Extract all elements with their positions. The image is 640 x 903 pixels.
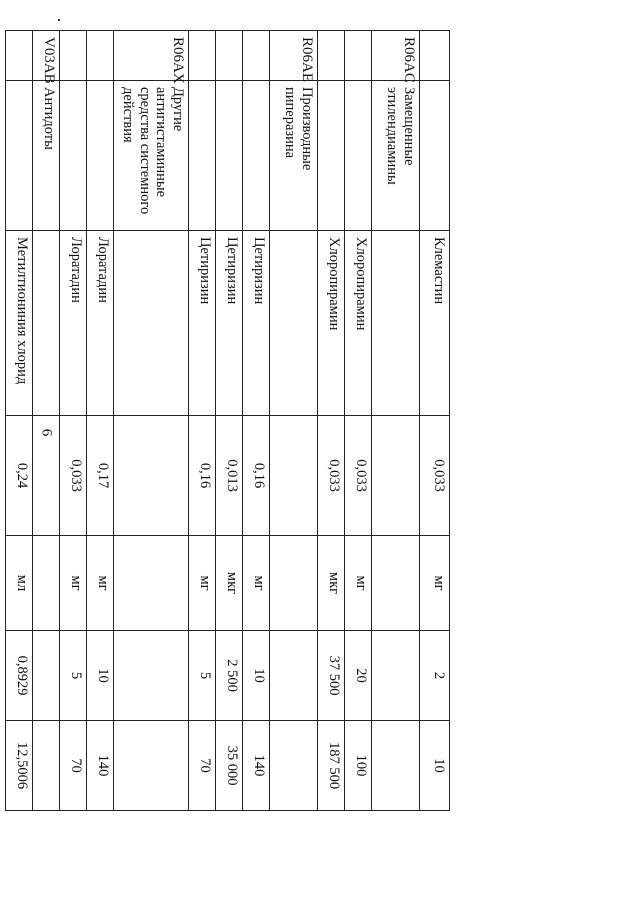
dose-1-cell xyxy=(270,631,318,721)
dose-2-cell: 35 000 xyxy=(216,721,243,811)
group-name-cell xyxy=(60,81,87,231)
table-row xyxy=(243,31,270,811)
unit-cell xyxy=(114,536,189,631)
drug-name-cell xyxy=(33,231,60,416)
dose-2-cell xyxy=(114,721,189,811)
ddd-value-cell xyxy=(372,416,420,536)
unit-cell xyxy=(270,536,318,631)
group-name-cell xyxy=(318,81,345,231)
drug-name-cell: Клемастин xyxy=(420,231,450,416)
dose-1-cell: 2 xyxy=(420,631,450,721)
ddd-value-cell xyxy=(114,416,189,536)
drug-name-cell xyxy=(372,231,420,416)
atc-code-cell xyxy=(189,31,216,81)
table-row xyxy=(114,31,189,811)
group-name-cell: Производные пиперазина xyxy=(270,81,318,231)
page-number: 6 xyxy=(38,428,55,437)
dose-2-cell: 187 500 xyxy=(318,721,345,811)
drug-name-cell: Лоратадин xyxy=(60,231,87,416)
atc-code-cell xyxy=(216,31,243,81)
table-row xyxy=(420,31,450,811)
ddd-value-cell: 0,033 xyxy=(420,416,450,536)
unit-cell xyxy=(33,536,60,631)
dose-1-cell: 2 500 xyxy=(216,631,243,721)
unit-cell: мг xyxy=(243,536,270,631)
ddd-value-cell xyxy=(33,416,60,536)
dose-2-cell xyxy=(33,721,60,811)
atc-code-cell xyxy=(420,31,450,81)
drug-dose-table xyxy=(5,30,450,811)
dose-2-cell: 140 xyxy=(243,721,270,811)
dose-1-cell: 20 xyxy=(345,631,372,721)
dose-1-cell: 0,8929 xyxy=(6,631,33,721)
dose-2-cell: 140 xyxy=(87,721,114,811)
group-name-cell xyxy=(6,81,33,231)
ddd-value-cell: 0,16 xyxy=(243,416,270,536)
atc-code-cell: V03AB xyxy=(33,31,60,81)
dose-1-cell: 5 xyxy=(189,631,216,721)
atc-code-cell: R06AC xyxy=(372,31,420,81)
ddd-value-cell xyxy=(270,416,318,536)
dose-2-cell xyxy=(372,721,420,811)
group-name-cell: Замещенные этилендиамины xyxy=(372,81,420,231)
atc-code-cell xyxy=(318,31,345,81)
table-row xyxy=(87,31,114,811)
table-wrapper xyxy=(14,30,450,810)
ddd-value-cell: 0,013 xyxy=(216,416,243,536)
table-row xyxy=(60,31,87,811)
unit-cell: мл xyxy=(6,536,33,631)
dose-2-cell: 100 xyxy=(345,721,372,811)
ddd-value-cell: 0,17 xyxy=(87,416,114,536)
unit-cell: мг xyxy=(60,536,87,631)
atc-code-cell: R06AE xyxy=(270,31,318,81)
drug-name-cell: Цетиризин xyxy=(243,231,270,416)
unit-cell: мг xyxy=(189,536,216,631)
dose-2-cell: 70 xyxy=(189,721,216,811)
group-name-cell xyxy=(420,81,450,231)
table-row xyxy=(189,31,216,811)
drug-name-cell xyxy=(270,231,318,416)
drug-name-cell xyxy=(114,231,189,416)
table-row xyxy=(318,31,345,811)
dose-2-cell xyxy=(270,721,318,811)
atc-code-cell: R06AX xyxy=(114,31,189,81)
atc-code-cell xyxy=(345,31,372,81)
ddd-value-cell: 0,033 xyxy=(60,416,87,536)
group-name-cell xyxy=(189,81,216,231)
table-row xyxy=(270,31,318,811)
dose-1-cell: 10 xyxy=(87,631,114,721)
group-name-cell: Антидоты xyxy=(33,81,60,231)
group-name-cell xyxy=(216,81,243,231)
atc-code-cell xyxy=(60,31,87,81)
drug-name-cell: Цетиризин xyxy=(189,231,216,416)
dose-1-cell: 10 xyxy=(243,631,270,721)
ddd-value-cell: 0,033 xyxy=(318,416,345,536)
scan-speck xyxy=(58,19,60,21)
atc-code-cell xyxy=(243,31,270,81)
unit-cell: мг xyxy=(345,536,372,631)
drug-name-cell: Метилтиониния хлорид xyxy=(6,231,33,416)
atc-code-cell xyxy=(6,31,33,81)
ddd-value-cell: 0,16 xyxy=(189,416,216,536)
ddd-value-cell: 0,033 xyxy=(345,416,372,536)
table-row xyxy=(33,31,60,811)
drug-name-cell: Лоратадин xyxy=(87,231,114,416)
unit-cell: мкг xyxy=(318,536,345,631)
table-row xyxy=(372,31,420,811)
drug-name-cell: Цетиризин xyxy=(216,231,243,416)
unit-cell: мг xyxy=(420,536,450,631)
unit-cell: мг xyxy=(87,536,114,631)
dose-1-cell xyxy=(33,631,60,721)
rotated-table-container xyxy=(14,30,450,810)
table-row xyxy=(6,31,33,811)
drug-name-cell: Хлоропирамин xyxy=(318,231,345,416)
group-name-cell xyxy=(345,81,372,231)
atc-code-cell xyxy=(87,31,114,81)
unit-cell xyxy=(372,536,420,631)
dose-2-cell: 12,5006 xyxy=(6,721,33,811)
group-name-cell xyxy=(243,81,270,231)
group-name-cell xyxy=(87,81,114,231)
dose-1-cell: 5 xyxy=(60,631,87,721)
table-body xyxy=(6,31,450,811)
ddd-value-cell: 0,24 xyxy=(6,416,33,536)
dose-2-cell: 70 xyxy=(60,721,87,811)
group-name-cell: Другие антигистаминные средства системного действия xyxy=(114,81,189,231)
unit-cell: мкг xyxy=(216,536,243,631)
dose-1-cell: 37 500 xyxy=(318,631,345,721)
drug-name-cell: Хлоропирамин xyxy=(345,231,372,416)
table-row xyxy=(216,31,243,811)
dose-1-cell xyxy=(372,631,420,721)
dose-1-cell xyxy=(114,631,189,721)
table-row xyxy=(345,31,372,811)
dose-2-cell: 10 xyxy=(420,721,450,811)
